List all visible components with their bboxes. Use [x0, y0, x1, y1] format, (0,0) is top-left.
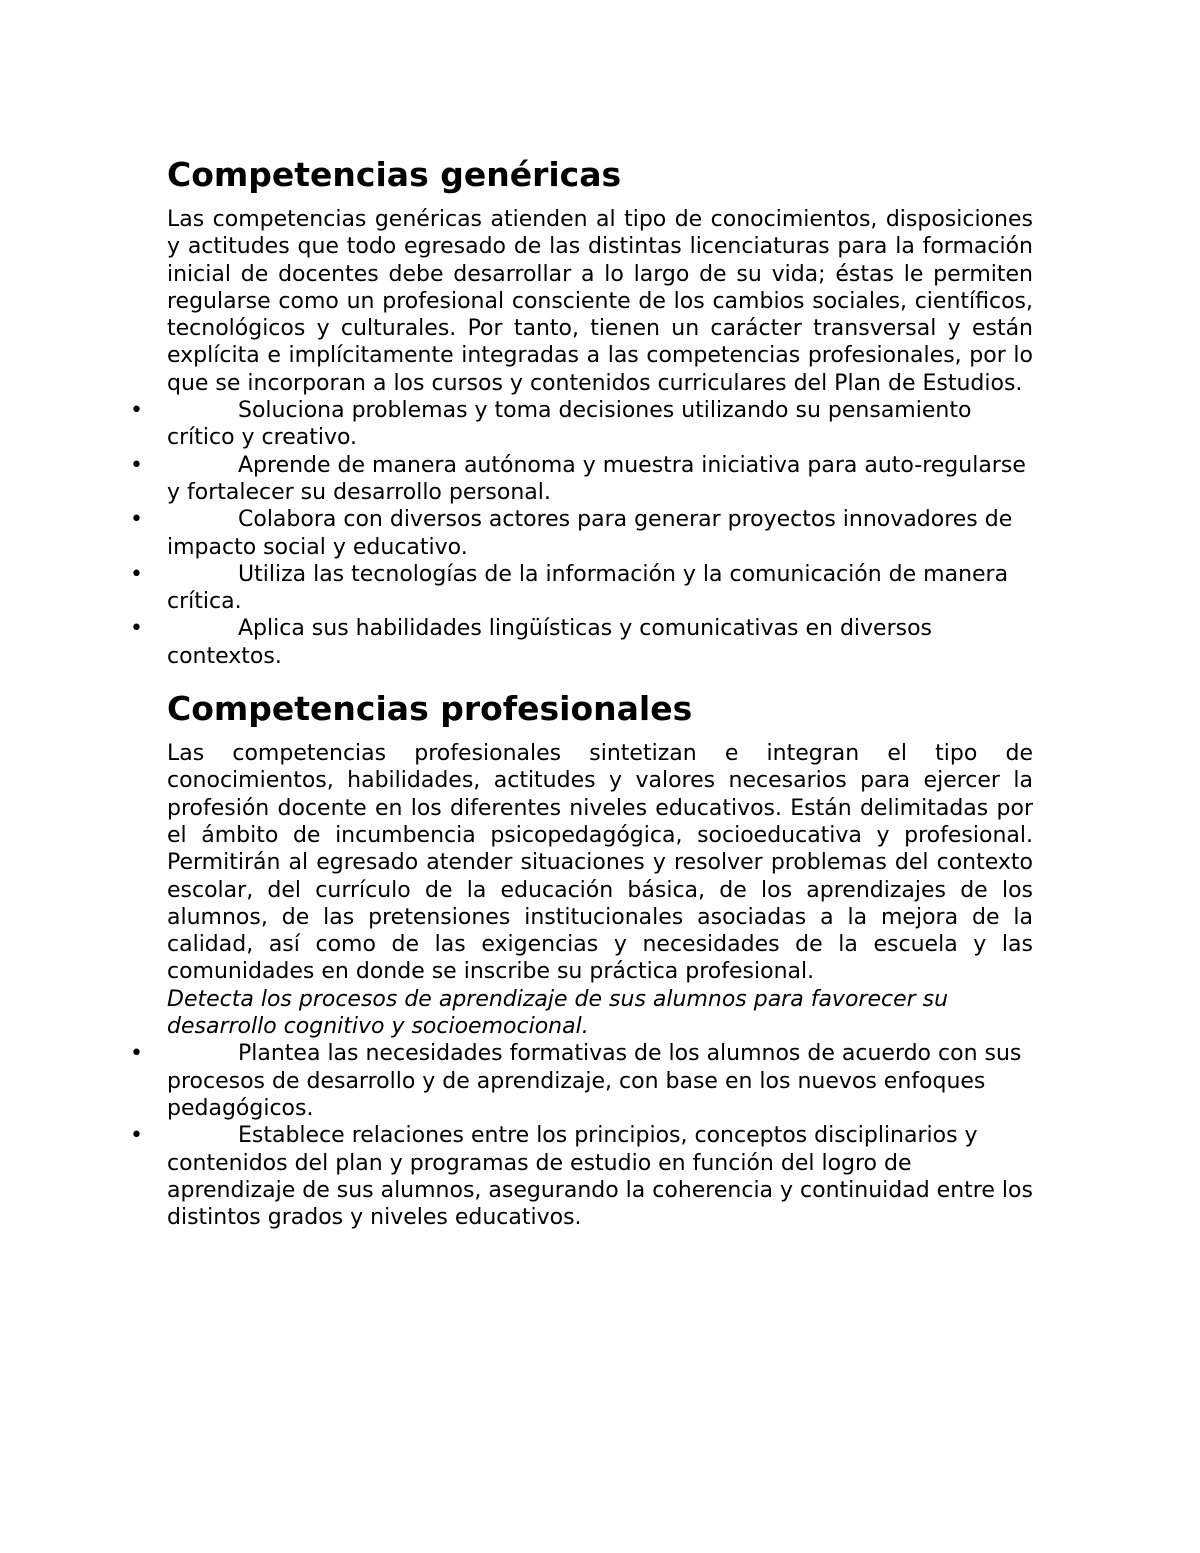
list-item — [130, 452, 1033, 507]
bullet-icon: • — [130, 616, 143, 642]
genericas-intro-paragraph: Las competencias genéricas atienden al tipo de conocimientos, disposiciones y actitudes que todo egresado de las distintas licenciaturas para la formación inicial de docentes debe desarrollar a lo largo de su vida; éstas le permiten regularse como un profesional consciente de los cambios sociales, científicos, tecnológicos y culturales. Por tanto, tienen un carácter transversal y están explícita e implícitamente integradas a las competencias profesionales, por lo que se incorporan a los cursos y contenidos curriculares del Plan de Estudios. — [167, 207, 1033, 396]
document-page — [130, 155, 1033, 1231]
list-item-text: Establece relaciones entre los principios, conceptos disciplinarios y contenidos del plan y programas de estudio en función del logro de aprendizaje de sus alumnos, asegurando la coherencia y continuidad entre los distintos grados y niveles educativos. — [167, 1123, 1033, 1231]
bullet-icon: • — [130, 507, 143, 533]
profesionales-list — [130, 1040, 1033, 1231]
list-item-text: Soluciona problemas y toma decisiones utilizando su pensamiento crítico y creativo. — [167, 398, 972, 451]
list-item-text: Aprende de manera autónoma y muestra iniciativa para auto-regularse y fortalecer su desarrollo personal. — [167, 452, 1026, 505]
profesionales-italic-statement: Detecta los procesos de aprendizaje de sus alumnos para favorecer su desarrollo cognitivo y socioemocional. — [167, 986, 949, 1040]
bullet-icon: • — [130, 1041, 143, 1067]
bullet-icon: • — [130, 452, 143, 478]
list-item — [130, 1040, 1033, 1122]
list-item-text: Aplica sus habilidades lingüísticas y comunicativas en diversos contextos. — [167, 616, 933, 669]
profesionales-intro-paragraph: Las competencias profesionales sintetizan e integran el tipo de conocimientos, habilidades, actitudes y valores necesarios para ejercer la profesión docente en los diferentes niveles educativos. Están delimitadas por el ámbito de incumbencia psicopedagógica, socioeducativa y profesional. Permitirán al egresado atender situaciones y resolver problemas del contexto escolar, del currículo de la educación básica, de los aprendizajes de los alumnos, de las pretensiones institucionales asociadas a la mejora de la calidad, así como de las exigencias y necesidades de la escuela y las comunidades en donde se inscribe su práctica profesional. — [167, 741, 1033, 985]
bullet-icon: • — [130, 398, 143, 424]
section-heading-profesionales: Competencias profesionales — [167, 689, 693, 729]
list-item — [130, 397, 1033, 452]
list-item-text: Utiliza las tecnologías de la información y la comunicación de manera crítica. — [167, 561, 1009, 615]
list-item — [130, 615, 1033, 670]
list-item — [130, 561, 1033, 616]
bullet-icon: • — [130, 1123, 143, 1149]
genericas-list — [130, 397, 1033, 670]
list-item — [130, 506, 1033, 561]
bullet-icon: • — [130, 561, 143, 587]
list-item-text: Colabora con diversos actores para generar proyectos innovadores de impacto social y educativo. — [167, 507, 1013, 560]
list-item-text: Plantea las necesidades formativas de los alumnos de acuerdo con sus procesos de desarrollo y de aprendizaje, con base en los nuevos enfoques pedagógicos. — [167, 1041, 1022, 1121]
section-heading-genericas: Competencias genéricas — [167, 155, 622, 194]
list-item — [130, 1122, 1033, 1231]
